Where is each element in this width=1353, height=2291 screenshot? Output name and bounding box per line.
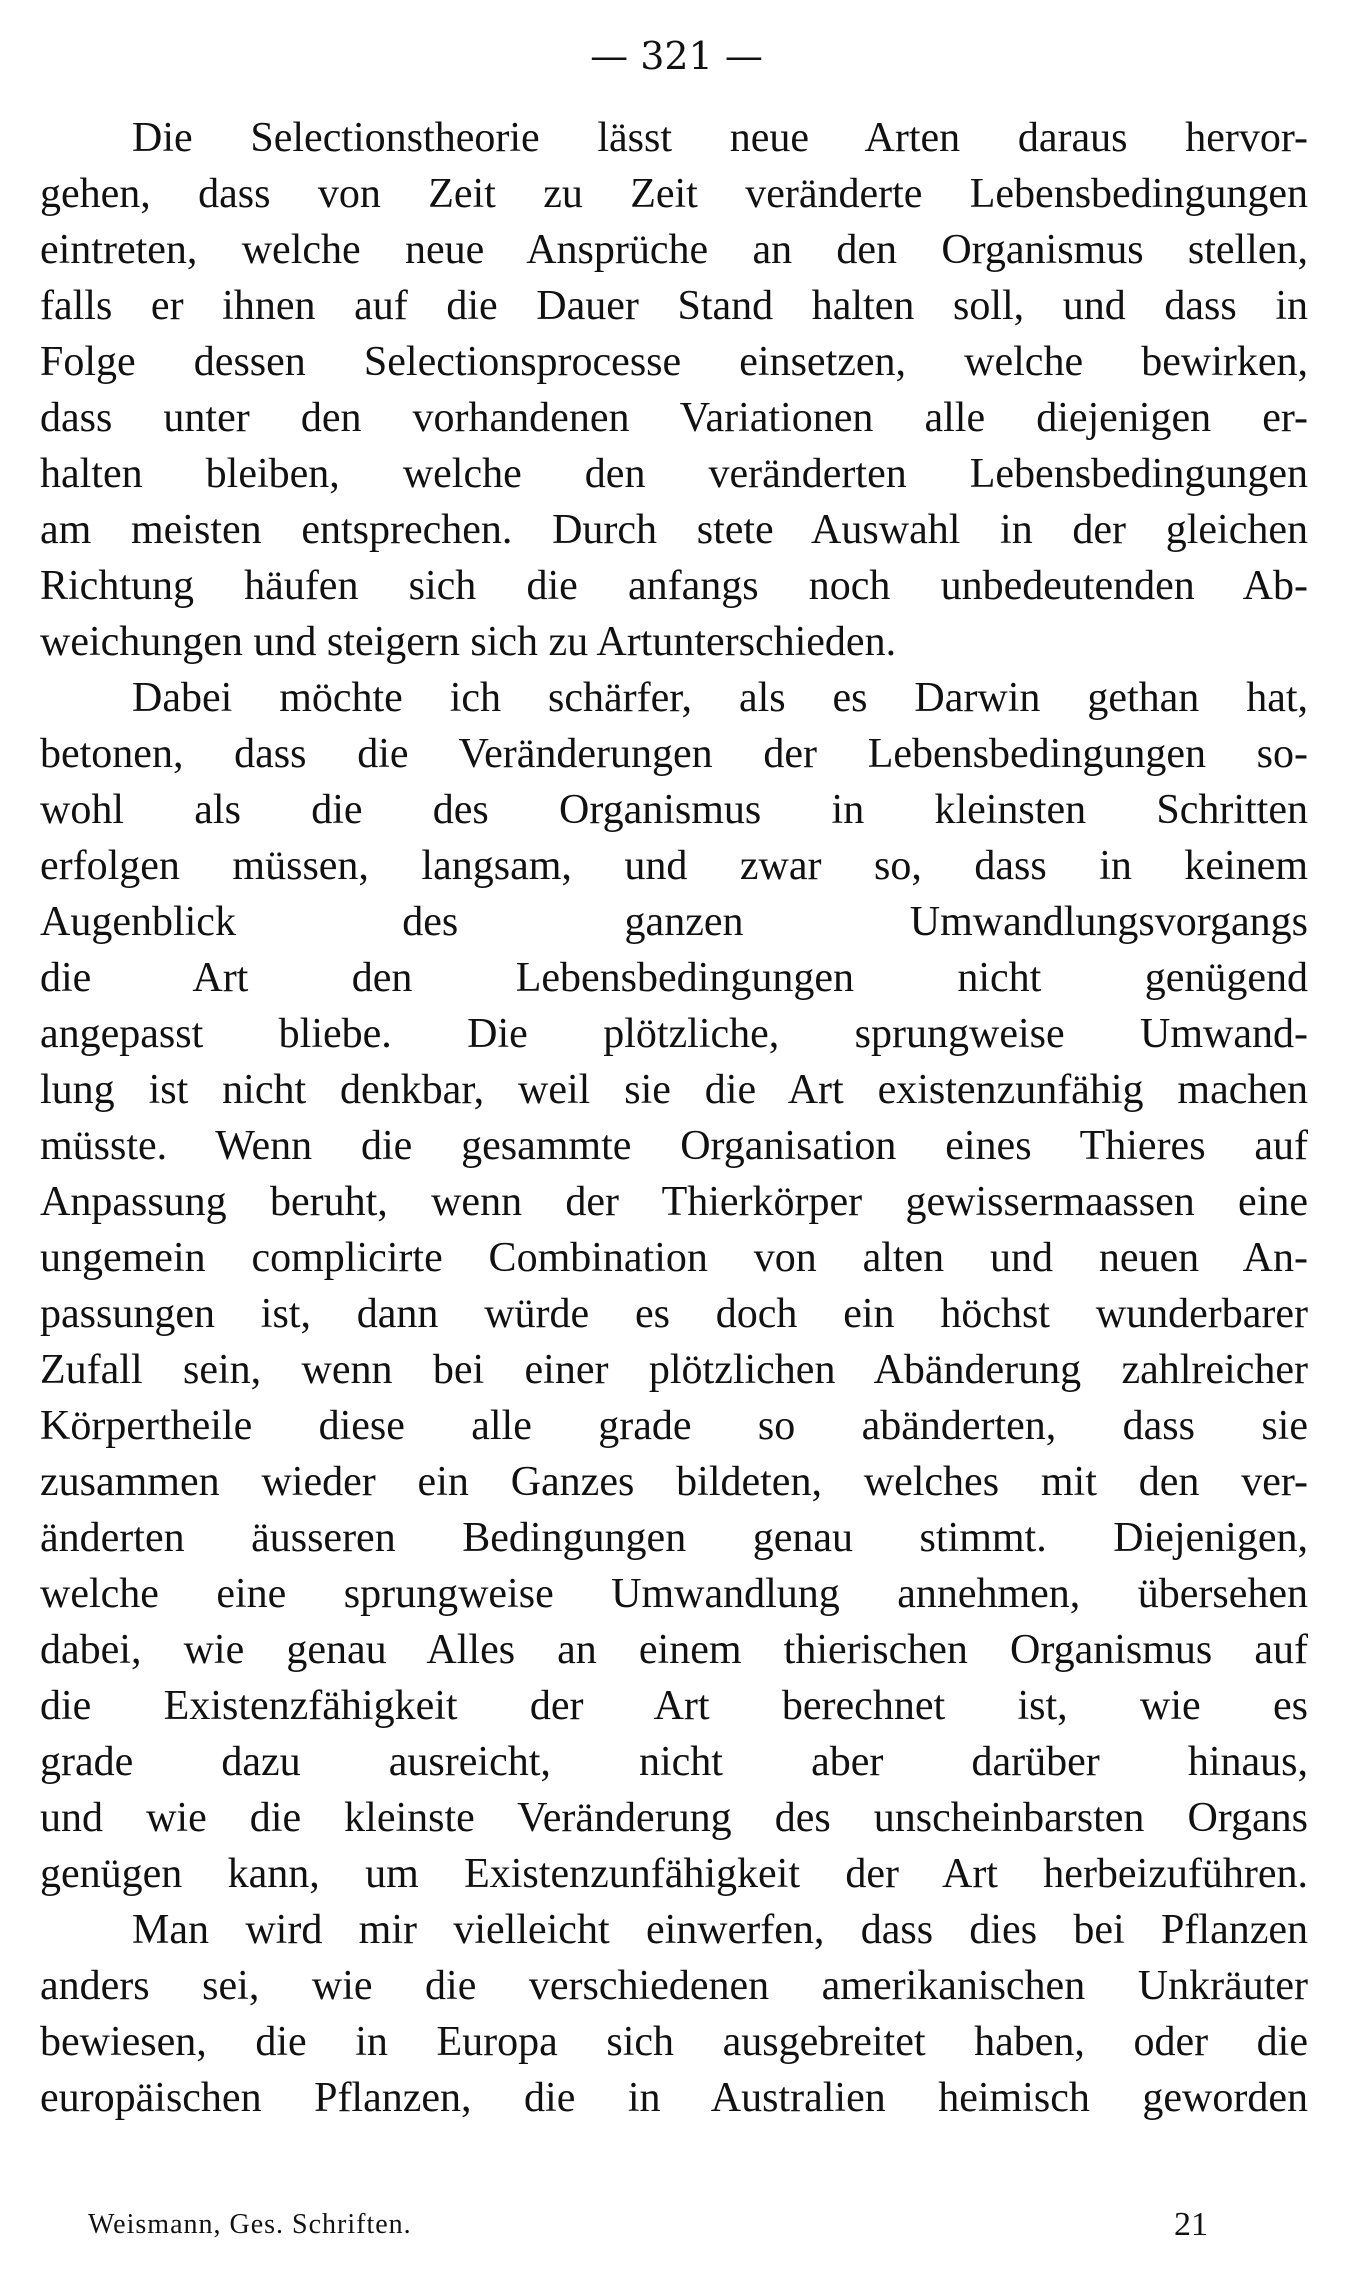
text-line: eintreten, welche neue Ansprüche an den Organismus stellen, [40,227,1308,273]
body-text [40,110,1308,2126]
text-line: Folge dessen Selectionsprocesse einsetzen, welche bewirken, [40,339,1308,385]
text-line: erfolgen müssen, langsam, und zwar so, dass in keinem [40,843,1308,889]
footer-sheet-number: 21 [1174,2206,1208,2243]
text-line: lung ist nicht denkbar, weil sie die Art existenzunfähig machen [40,1067,1308,1113]
text-line: halten bleiben, welche den veränderten Lebensbedingungen [40,451,1308,497]
text-line: dass unter den vorhandenen Variationen alle diejenigen er- [40,395,1308,441]
text-line: Richtung häufen sich die anfangs noch unbedeutenden Ab- [40,563,1308,609]
text-line: europäischen Pflanzen, die in Australien heimisch geworden [40,2075,1308,2121]
text-line: die Existenzfähigkeit der Art berechnet ist, wie es [40,1683,1308,1729]
page-number: — 321 — [590,34,763,78]
text-line: falls er ihnen auf die Dauer Stand halten soll, und dass in [40,283,1308,329]
page-footer [88,2200,1208,2250]
footer-signature: Weismann, Ges. Schriften. [88,2209,412,2240]
text-line: passungen ist, dann würde es doch ein höchst wunderbarer [40,1291,1308,1337]
text-line: dabei, wie genau Alles an einem thierischen Organismus auf [40,1627,1308,1673]
text-line: wohl als die des Organismus in kleinsten Schritten [40,787,1308,833]
text-line: die Art den Lebensbedingungen nicht genügend [40,955,1308,1001]
text-line: am meisten entsprechen. Durch stete Auswahl in der gleichen [40,507,1308,553]
text-line: genügen kann, um Existenzunfähigkeit der Art herbeizuführen. [40,1851,1308,1897]
text-line: welche eine sprungweise Umwandlung annehmen, übersehen [40,1571,1308,1617]
text-line: zusammen wieder ein Ganzes bildeten, welches mit den ver- [40,1459,1308,1505]
text-line: betonen, dass die Veränderungen der Lebensbedingungen so- [40,731,1308,777]
text-line: Dabei möchte ich schärfer, als es Darwin gethan hat, [132,675,1308,721]
text-line: ungemein complicirte Combination von alten und neuen An- [40,1235,1308,1281]
text-line: gehen, dass von Zeit zu Zeit veränderte Lebensbedingungen [40,171,1308,217]
text-line: und wie die kleinste Veränderung des unscheinbarsten Organs [40,1795,1308,1841]
text-line: weichungen und steigern sich zu Artunterschieden. [40,619,897,665]
text-line: grade dazu ausreicht, nicht aber darüber hinaus, [40,1739,1308,1785]
text-line: Körpertheile diese alle grade so abänderten, dass sie [40,1403,1308,1449]
text-line: angepasst bliebe. Die plötzliche, sprungweise Umwand- [40,1011,1308,1057]
text-line: anders sei, wie die verschiedenen amerikanischen Unkräuter [40,1963,1308,2009]
text-line: Die Selectionstheorie lässt neue Arten daraus hervor- [132,115,1308,161]
text-line: Augenblick des ganzen Umwandlungsvorgangs [40,899,1308,945]
text-line: Man wird mir vielleicht einwerfen, dass dies bei Pflanzen [132,1907,1308,1953]
text-line: müsste. Wenn die gesammte Organisation eines Thieres auf [40,1123,1308,1169]
text-line: bewiesen, die in Europa sich ausgebreitet haben, oder die [40,2019,1308,2065]
text-line: Zufall sein, wenn bei einer plötzlichen Abänderung zahlreicher [40,1347,1308,1393]
text-line: Anpassung beruht, wenn der Thierkörper gewissermaassen eine [40,1179,1308,1225]
text-line: änderten äusseren Bedingungen genau stimmt. Diejenigen, [40,1515,1308,1561]
